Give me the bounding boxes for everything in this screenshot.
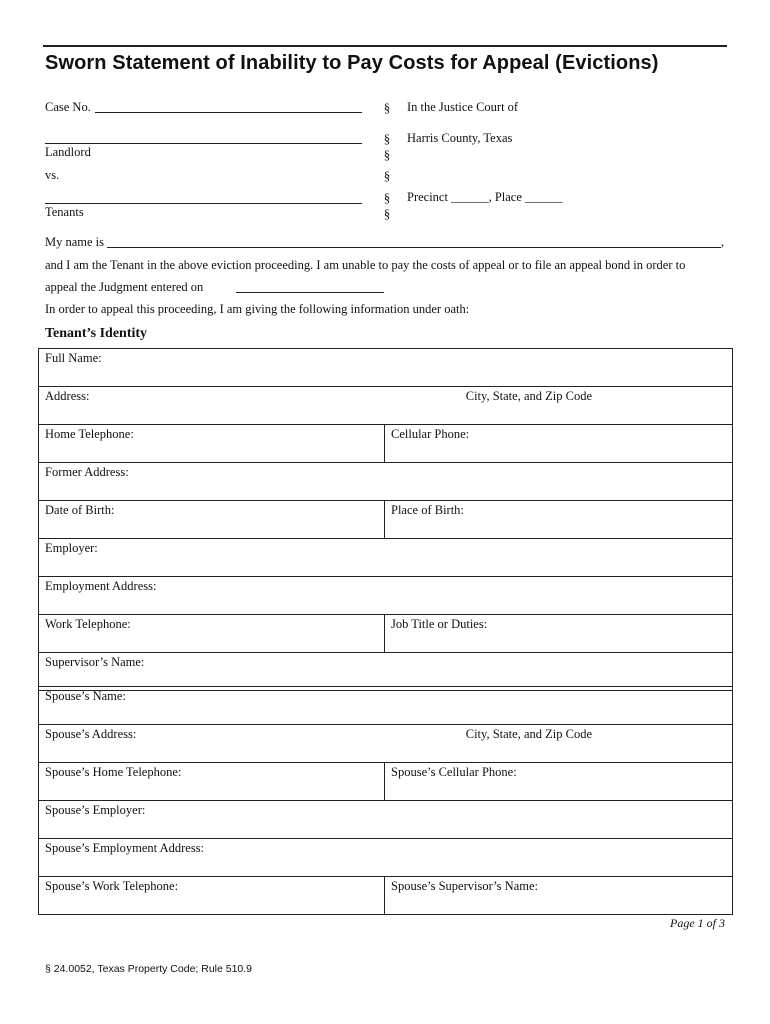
spouse-name-field[interactable]	[39, 687, 733, 725]
section-symbol: §	[383, 206, 391, 221]
case-no-field[interactable]	[95, 112, 362, 113]
name-field[interactable]	[107, 247, 721, 248]
cellular-phone-label: Cellular Phone:	[391, 427, 470, 441]
spouse-address-label: Spouse’s Address:	[45, 727, 137, 741]
statement-line3: appeal the Judgment entered on	[45, 280, 204, 294]
court-line2: Harris County, Texas	[407, 131, 513, 145]
full-name-label: Full Name:	[45, 351, 102, 365]
date-of-birth-field[interactable]	[39, 501, 385, 539]
page-number: Page 1 of 3	[670, 916, 725, 930]
city-state-zip-label: City, State, and Zip Code	[465, 389, 592, 403]
former-address-field[interactable]	[39, 463, 733, 501]
spouse-table	[38, 686, 733, 915]
section-symbol: §	[383, 131, 391, 146]
spouse-work-telephone-label: Spouse’s Work Telephone:	[45, 879, 179, 893]
case-no-label: Case No.	[45, 100, 91, 114]
job-title-label: Job Title or Duties:	[391, 617, 488, 631]
spouse-employment-address-field[interactable]	[39, 839, 733, 877]
tenant-identity-table	[38, 348, 733, 691]
court-line1: In the Justice Court of	[407, 100, 519, 114]
place-of-birth-field[interactable]	[385, 501, 733, 539]
cellular-phone-field[interactable]	[385, 425, 733, 463]
employer-label: Employer:	[45, 541, 98, 555]
home-telephone-field[interactable]	[39, 425, 385, 463]
statement-line4: In order to appeal this proceeding, I am giving the following information under oath:	[45, 302, 470, 316]
spouse-cellular-phone-field[interactable]	[385, 763, 733, 801]
employment-address-field[interactable]	[39, 577, 733, 615]
home-telephone-label: Home Telephone:	[45, 427, 134, 441]
spouse-employment-address-label: Spouse’s Employment Address:	[45, 841, 205, 855]
spouse-cellular-phone-label: Spouse’s Cellular Phone:	[391, 765, 517, 779]
spouse-work-telephone-field[interactable]	[39, 877, 385, 915]
spouse-address-field[interactable]	[39, 725, 733, 763]
spouse-supervisor-name-label: Spouse’s Supervisor’s Name:	[391, 879, 538, 893]
supervisor-name-label: Supervisor’s Name:	[45, 655, 145, 669]
name-label: My name is	[45, 235, 105, 249]
section-symbol: §	[383, 190, 391, 205]
spouse-supervisor-name-field[interactable]	[385, 877, 733, 915]
citation: § 24.0052, Texas Property Code; Rule 510.9	[45, 963, 253, 975]
judgment-date-field[interactable]	[236, 292, 384, 293]
supervisor-name-field[interactable]	[39, 653, 733, 691]
top-rule	[43, 45, 727, 47]
tenant-identity-heading: Tenant’s Identity	[45, 326, 148, 341]
work-telephone-field[interactable]	[39, 615, 385, 653]
statement-line2: and I am the Tenant in the above eviction proceeding. I am unable to pay the costs of appeal or to file an appeal bond in order to	[45, 258, 686, 272]
spouse-home-telephone-field[interactable]	[39, 763, 385, 801]
section-symbol: §	[383, 147, 391, 162]
spouse-name-label: Spouse’s Name:	[45, 689, 126, 703]
job-title-field[interactable]	[385, 615, 733, 653]
spouse-home-telephone-label: Spouse’s Home Telephone:	[45, 765, 182, 779]
employment-address-label: Employment Address:	[45, 579, 157, 593]
place-of-birth-label: Place of Birth:	[391, 503, 464, 517]
address-label: Address:	[45, 389, 90, 403]
spouse-employer-field[interactable]	[39, 801, 733, 839]
tenants-label: Tenants	[45, 205, 84, 219]
date-of-birth-label: Date of Birth:	[45, 503, 115, 517]
former-address-label: Former Address:	[45, 465, 129, 479]
name-comma: ,	[721, 235, 725, 249]
employer-field[interactable]	[39, 539, 733, 577]
work-telephone-label: Work Telephone:	[45, 617, 131, 631]
spouse-city-state-zip-label: City, State, and Zip Code	[465, 727, 592, 741]
page-title: Sworn Statement of Inability to Pay Costs for Appeal (Evictions)	[45, 52, 659, 74]
landlord-label: Landlord	[45, 145, 91, 159]
vs-label: vs.	[45, 168, 60, 182]
section-symbol: §	[383, 168, 391, 183]
address-field[interactable]	[39, 387, 733, 425]
section-symbol: §	[383, 100, 391, 115]
spouse-employer-label: Spouse’s Employer:	[45, 803, 146, 817]
full-name-field[interactable]	[39, 349, 733, 387]
landlord-field[interactable]	[45, 143, 362, 144]
tenants-field[interactable]	[45, 203, 362, 204]
precinct-label: Precinct ______, Place ______	[407, 190, 563, 204]
